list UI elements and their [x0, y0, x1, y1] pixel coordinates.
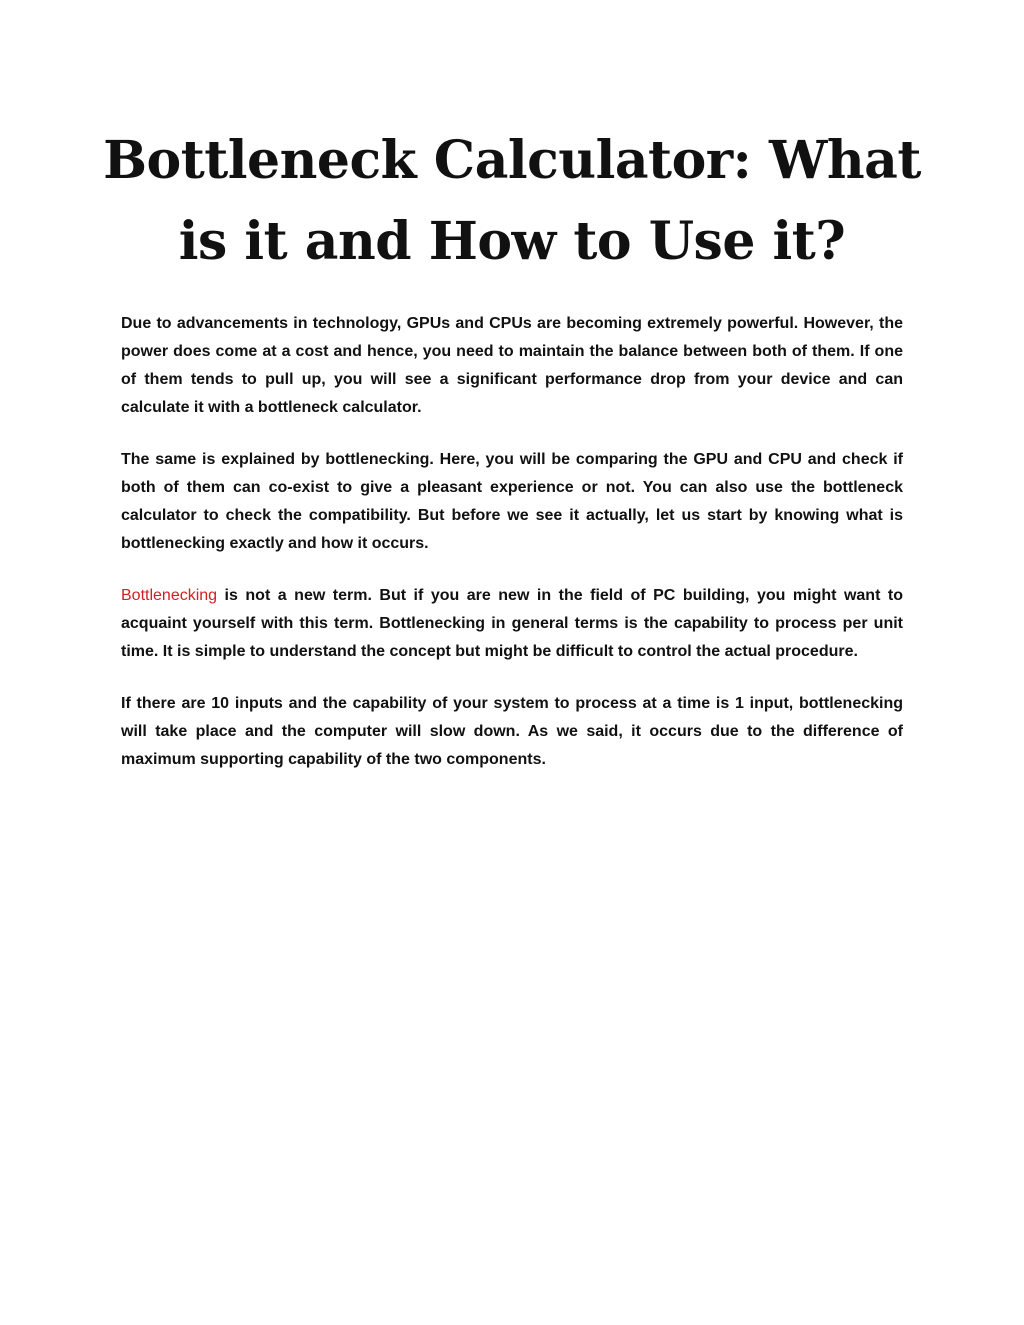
page-title: Bottleneck Calculator: What is it and How to Use it?: [103, 130, 921, 272]
paragraph-intro: Due to advancements in technology, GPUs and CPUs are becoming extremely powerful. However, the power does come at a cost and hence, you need to maintain the balance between both of them. If one of them tends to pull up, you will see a significant performance drop from your device and can calculate it with a bottleneck calculator.: [121, 315, 903, 416]
paragraph-definition: [121, 582, 903, 666]
paragraph-bottlenecking-explained: The same is explained by bottlenecking. Here, you will be comparing the GPU and CPU and check if both of them can co-exist to give a pleasant experience or not. You can also use the bottleneck calculator to check the compatibility. But before we see it actually, let us start by knowing what is bottlenecking exactly and how it occurs.: [121, 451, 903, 552]
article-body: [121, 310, 903, 798]
paragraph-definition-text: is not a new term. But if you are new in the field of PC building, you might want to acquaint yourself with this term. Bottlenecking in general terms is the capability to process per unit time. It is simple to understand the concept but might be difficult to control the actual procedure.: [121, 587, 903, 660]
bottlenecking-link[interactable]: Bottlenecking: [121, 587, 218, 604]
paragraph-example: If there are 10 inputs and the capability of your system to process at a time is 1 input, bottlenecking will take place and the computer will slow down. As we said, it occurs due to the difference of maximum supporting capability of the two components.: [121, 695, 903, 768]
